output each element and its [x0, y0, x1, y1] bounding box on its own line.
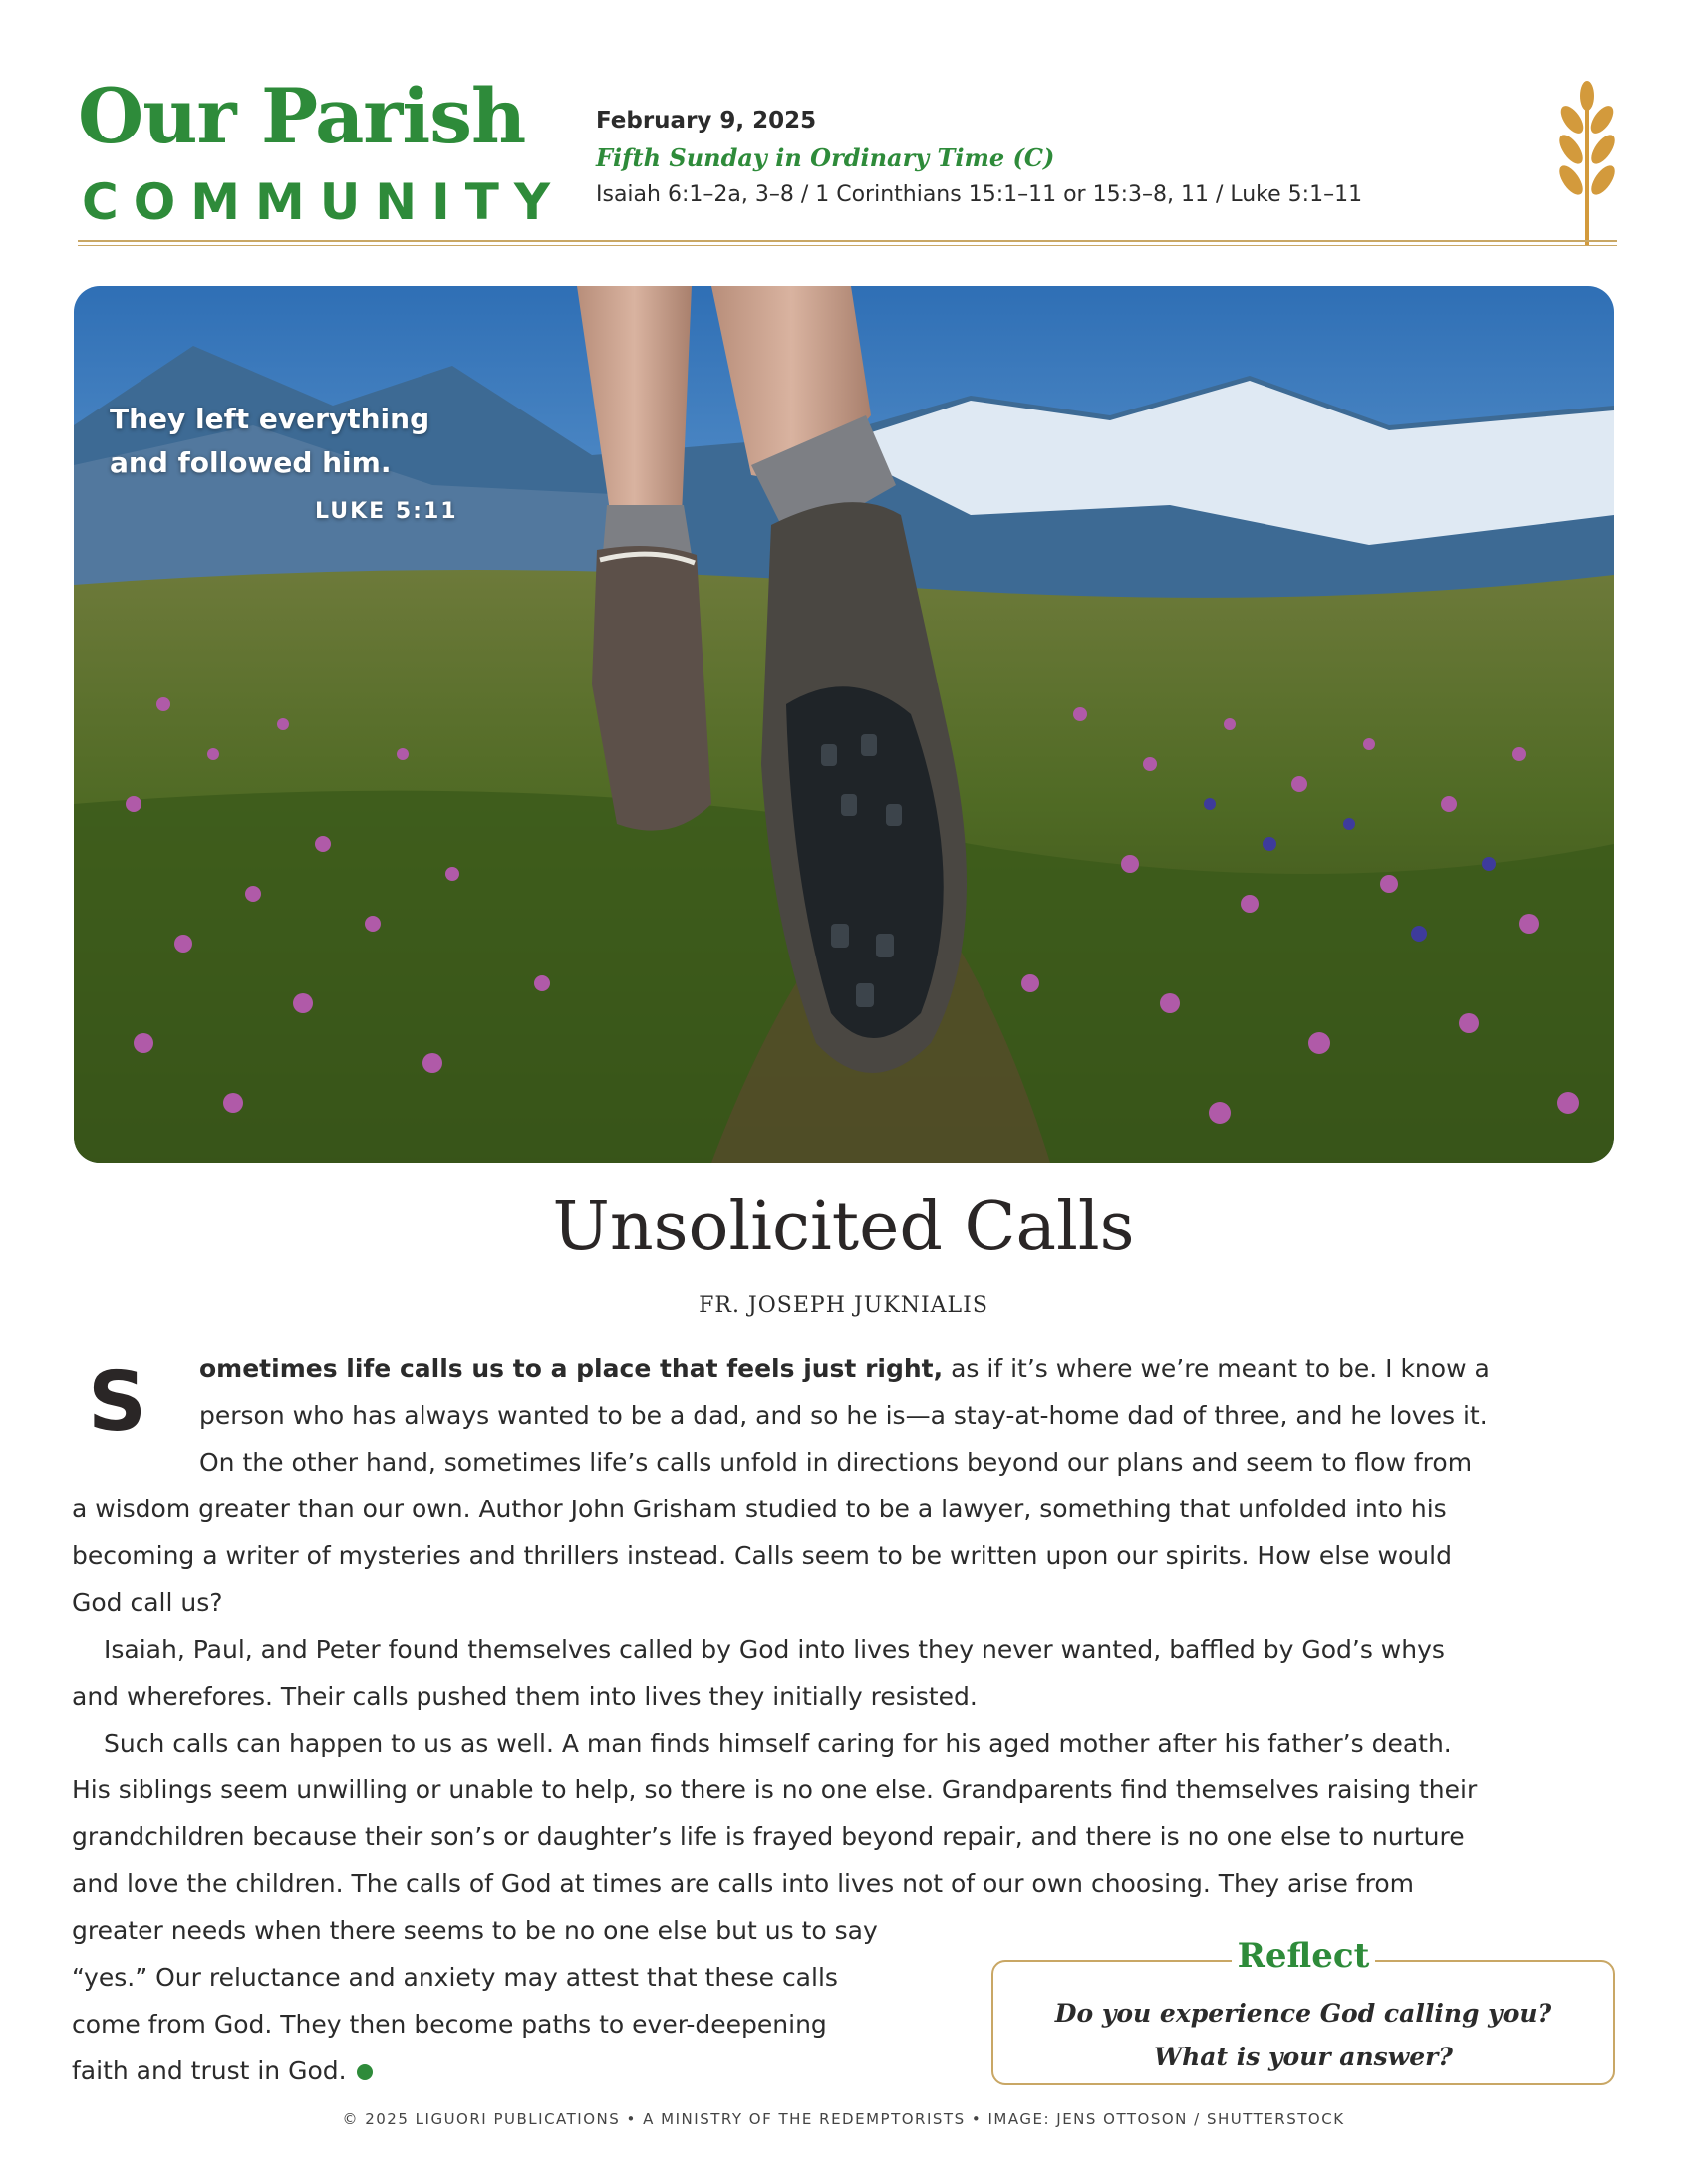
copyright-footer: © 2025 LIGUORI PUBLICATIONS • A MINISTRY OF THE REDEMPTORISTS • IMAGE: JENS OTTOSON / SHUTTERSTOCK [342, 2110, 1345, 2128]
paragraph-line: Such calls can happen to us as well. A man finds himself caring for his aged mother after his father’s death. [104, 1729, 1452, 1758]
paragraph-line: greater needs when there seems to be no one else but us to say [72, 1916, 878, 1945]
header-divider [78, 240, 1617, 242]
paragraph-line: becoming a writer of mysteries and thrillers instead. Calls seem to be written upon our spirits. How else would [72, 1541, 1452, 1570]
paragraph-line: grandchildren because their son’s or daughter’s life is frayed beyond repair, and there is no one else to nurture [72, 1822, 1465, 1851]
paragraph-line: and wherefores. Their calls pushed them into lives they initially resisted. [72, 1682, 978, 1711]
wheat-icon [1543, 78, 1632, 245]
paragraph-line: come from God. They then become paths to ever-deepening [72, 2010, 827, 2039]
paragraph-line: His siblings seem unwilling or unable to help, so there is no one else. Grandparents find themselves raising their [72, 1775, 1478, 1804]
scripture-citation: LUKE 5:11 [315, 499, 458, 524]
hero-photo [74, 286, 1614, 1163]
article-byline: FR. JOSEPH JUKNIALIS [699, 1293, 988, 1318]
article-title: Unsolicited Calls [552, 1188, 1135, 1266]
liturgical-day: Fifth Sunday in Ordinary Time (C) [596, 143, 1055, 172]
scripture-quote-line1: They left everything [110, 403, 430, 435]
article-paragraph-2 [72, 1486, 1618, 1626]
reflect-question [993, 1992, 1613, 2079]
paragraph-line: Isaiah, Paul, and Peter found themselves called by God into lives they never wanted, baffled by God’s whys [104, 1635, 1445, 1664]
reflect-label: Reflect [1232, 1936, 1376, 1976]
paragraph-line: “yes.” Our reluctance and anxiety may attest that these calls [72, 1963, 838, 1992]
paragraph-line: faith and trust in God. [72, 2056, 347, 2085]
masthead-logo [78, 72, 566, 241]
reflect-box [991, 1936, 1615, 2085]
paragraph-text: as if it’s where we’re meant to be. I know a [943, 1354, 1490, 1383]
paragraph-line: God call us? [72, 1588, 223, 1617]
paragraph-line: and love the children. The calls of God at times are calls into lives not of our own choosing. They arise from [72, 1869, 1415, 1898]
paragraph-line: On the other hand, sometimes life’s calls unfold in directions beyond our plans and seem to flow from [199, 1448, 1473, 1477]
issue-date: February 9, 2025 [596, 108, 817, 134]
masthead-subtitle: COMMUNITY [82, 173, 566, 231]
issue-info [596, 108, 1362, 207]
scripture-readings: Isaiah 6:1–2a, 3–8 / 1 Corinthians 15:1–11 or 15:3–8, 11 / Luke 5:1–11 [596, 182, 1363, 207]
paragraph-line: person who has always wanted to be a dad, and so he is—a stay-at-home dad of three, and he loves it. [199, 1401, 1488, 1430]
article-paragraph-3 [72, 1626, 1618, 1720]
header-divider-thin [78, 245, 1617, 246]
scripture-quote [110, 398, 429, 485]
reflect-question-line1: Do you experience God calling you? [1054, 1999, 1552, 2028]
end-mark-icon [357, 2064, 373, 2080]
masthead-title: Our Parish [78, 72, 526, 160]
reflect-question-line2: What is your answer? [1154, 2043, 1453, 2071]
scripture-quote-line2: and followed him. [110, 446, 392, 479]
lead-sentence: ometimes life calls us to a place that feels just right, [199, 1354, 944, 1383]
drop-cap: S [88, 1355, 147, 1450]
paragraph-line: a wisdom greater than our own. Author John Grisham studied to be a lawyer, something that unfolded into his [72, 1495, 1447, 1523]
article-paragraph-1 [199, 1345, 1614, 1486]
